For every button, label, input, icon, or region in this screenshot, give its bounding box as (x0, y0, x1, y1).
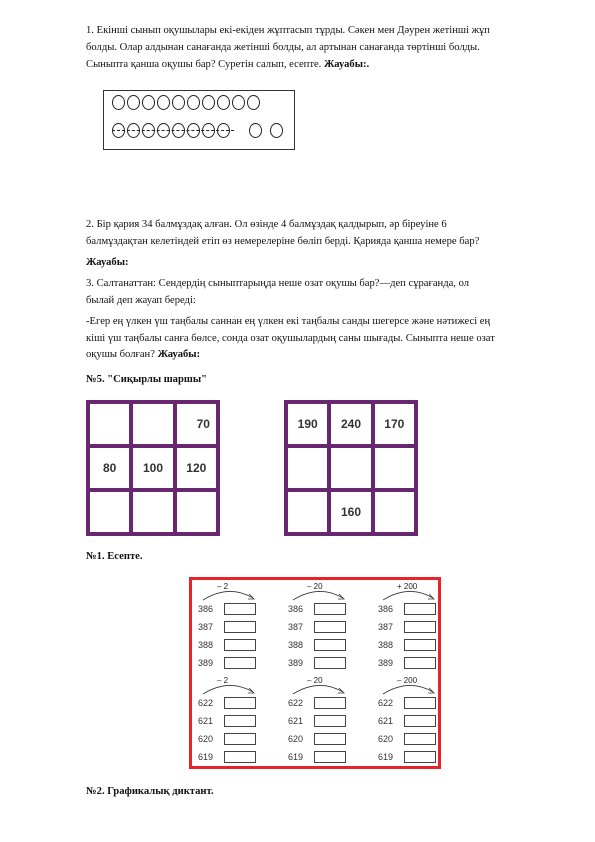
answer-box[interactable] (224, 603, 256, 615)
magic-square-2-cell: 190 (288, 404, 327, 444)
circle (202, 95, 215, 110)
exercise-column-bottom-1 (195, 676, 271, 766)
exercise-row (288, 657, 346, 669)
magic-square-1-cell[interactable] (90, 404, 129, 444)
magic-square-1-cell: 80 (90, 448, 129, 488)
start-number: 388 (378, 640, 394, 650)
curved-arrow-icon (199, 680, 259, 696)
operation-label: – 20 (307, 676, 323, 685)
exercise-row (198, 697, 256, 709)
exercise-row (198, 603, 256, 615)
exercise-row (378, 715, 436, 727)
exercise-row (378, 697, 436, 709)
task3-answer-label: Жауабы: (157, 349, 201, 360)
answer-box[interactable] (314, 603, 346, 615)
calculation-exercise (189, 577, 441, 769)
start-number: 386 (378, 604, 394, 614)
task3-line5 (86, 347, 552, 363)
exercise-column-top-2 (285, 582, 361, 672)
start-number: 621 (198, 716, 214, 726)
answer-box[interactable] (404, 639, 436, 651)
task2-line1: 2. Бір қария 34 балмұздақ алған. Ол өзінде 4 балмұздақ қалдырып, әр біреуіне 6 (86, 219, 447, 230)
start-number: 388 (288, 640, 304, 650)
answer-box[interactable] (224, 697, 256, 709)
task1-answer-label: Жауабы:. (323, 59, 370, 70)
magic-square-2-cell: 160 (331, 492, 370, 532)
answer-box[interactable] (314, 715, 346, 727)
exercise-row (288, 639, 346, 651)
curved-arrow-icon (289, 680, 349, 696)
operation-label: – 20 (307, 582, 323, 591)
task2-line2: балмұздақтан келетіндей етіп өз немерелеріне бөліп берді. Қарияда қанша немере бар? (86, 236, 480, 247)
operation-label: – 2 (217, 676, 229, 685)
curved-arrow-icon (379, 586, 439, 602)
circle (217, 95, 230, 110)
magic-square-1 (86, 400, 220, 536)
exercise-row (378, 657, 436, 669)
task3-question-end: оқушы болған? (86, 349, 155, 360)
exercise-row (378, 733, 436, 745)
answer-box[interactable] (224, 657, 256, 669)
exercise-row (288, 715, 346, 727)
circles-row-extra (249, 123, 285, 138)
curved-arrow-icon (379, 680, 439, 696)
circle (187, 95, 200, 110)
exercise-row (198, 733, 256, 745)
operation-label: – 200 (397, 676, 418, 685)
answer-box[interactable] (404, 603, 436, 615)
start-number: 621 (288, 716, 304, 726)
circle (249, 123, 262, 138)
circle (172, 95, 185, 110)
dashed-line (112, 130, 234, 131)
task3-line3: -Егер ең үлкен үш таңбалы саннан ең үлкен екі таңбалы санды шегерсе және нәтижесі ең (86, 316, 491, 327)
magic-square-2-cell[interactable] (288, 492, 327, 532)
exercise-column-top-1 (195, 582, 271, 672)
exercise-row (288, 621, 346, 633)
magic-square-1-cell[interactable] (133, 404, 172, 444)
start-number: 386 (198, 604, 214, 614)
answer-box[interactable] (224, 733, 256, 745)
start-number: 619 (198, 752, 214, 762)
circles-row-top (112, 95, 262, 110)
magic-square-1-cell[interactable] (90, 492, 129, 532)
circle (157, 95, 170, 110)
exercise-row (198, 639, 256, 651)
exercise-row (198, 715, 256, 727)
curved-arrow-icon (289, 586, 349, 602)
start-number: 388 (198, 640, 214, 650)
magic-square-1-cell: 100 (133, 448, 172, 488)
answer-box[interactable] (404, 621, 436, 633)
magic-square-1-cell[interactable] (177, 492, 216, 532)
answer-box[interactable] (314, 621, 346, 633)
answer-box[interactable] (404, 751, 436, 763)
exercise-column-bottom-2 (285, 676, 361, 766)
exercise-row (288, 751, 346, 763)
task-n2-heading: №2. Графикалық диктант. (86, 786, 214, 797)
magic-square-1-cell: 70 (177, 404, 216, 444)
magic-square-2-cell[interactable] (288, 448, 327, 488)
exercise-row (378, 639, 436, 651)
task3-line4: кіші үш таңбалы санға бөлсе, сонда озат оқушылардың саны шығады. Сыныпта неше озат (86, 333, 495, 344)
circle (270, 123, 283, 138)
task3-line1: 3. Салтанаттан: Сендердің сыныптарыңда неше озат оқушы бар?—деп сұрағанда, ол (86, 278, 470, 289)
start-number: 619 (288, 752, 304, 762)
answer-box[interactable] (314, 657, 346, 669)
magic-square-2 (284, 400, 418, 536)
magic-square-2-cell[interactable] (375, 492, 414, 532)
exercise-row (378, 603, 436, 615)
answer-box[interactable] (314, 733, 346, 745)
exercise-row (288, 733, 346, 745)
task2-answer-label: Жауабы: (86, 257, 129, 268)
task1-line2: болды. Олар алдынан санағанда жетінші болды, ал артынан санағанда төртінші болды. (86, 42, 480, 53)
curved-arrow-icon (199, 586, 259, 602)
answer-box[interactable] (404, 715, 436, 727)
magic-square-2-cell[interactable] (375, 448, 414, 488)
task1-question: Сыныпта қанша оқушы бар? Суретін салып, есепте. (86, 59, 322, 70)
answer-box[interactable] (404, 733, 436, 745)
start-number: 389 (378, 658, 394, 668)
circle (112, 95, 125, 110)
answer-box[interactable] (314, 639, 346, 651)
start-number: 622 (198, 698, 214, 708)
start-number: 622 (378, 698, 394, 708)
answer-box[interactable] (404, 657, 436, 669)
start-number: 620 (378, 734, 394, 744)
answer-box[interactable] (314, 697, 346, 709)
magic-square-2-cell: 170 (375, 404, 414, 444)
task-n1-heading: №1. Есепте. (86, 551, 143, 562)
answer-box[interactable] (224, 639, 256, 651)
operation-label: + 200 (397, 582, 418, 591)
start-number: 389 (198, 658, 214, 668)
start-number: 386 (288, 604, 304, 614)
answer-box[interactable] (224, 621, 256, 633)
start-number: 619 (378, 752, 394, 762)
circle (127, 95, 140, 110)
answer-box[interactable] (404, 697, 436, 709)
circle (142, 95, 155, 110)
operation-label: – 2 (217, 582, 229, 591)
answer-box[interactable] (314, 751, 346, 763)
answer-box[interactable] (224, 715, 256, 727)
task5-heading: №5. "Сиқырлы шаршы" (86, 374, 207, 385)
start-number: 621 (378, 716, 394, 726)
exercise-row (198, 751, 256, 763)
exercise-column-top-3 (375, 582, 451, 672)
exercise-row (378, 751, 436, 763)
start-number: 622 (288, 698, 304, 708)
start-number: 389 (288, 658, 304, 668)
exercise-row (288, 603, 346, 615)
magic-square-1-cell[interactable] (133, 492, 172, 532)
exercise-row (198, 657, 256, 669)
circles-figure (103, 90, 295, 150)
circle (247, 95, 260, 110)
start-number: 620 (288, 734, 304, 744)
magic-square-2-cell: 240 (331, 404, 370, 444)
task1-line1: 1. Екінші сынып оқушылары екі-екіден жұптасып тұрды. Сәкен мен Дәурен жетінші жұп (86, 25, 490, 36)
start-number: 387 (288, 622, 304, 632)
exercise-row (378, 621, 436, 633)
start-number: 387 (198, 622, 214, 632)
exercise-row (288, 697, 346, 709)
task3-line2: былай деп жауап береді: (86, 295, 196, 306)
exercise-row (198, 621, 256, 633)
magic-square-2-cell[interactable] (331, 448, 370, 488)
start-number: 387 (378, 622, 394, 632)
start-number: 620 (198, 734, 214, 744)
exercise-column-bottom-3 (375, 676, 451, 766)
answer-box[interactable] (224, 751, 256, 763)
circle (232, 95, 245, 110)
magic-square-1-cell: 120 (177, 448, 216, 488)
task1-line3 (86, 57, 552, 73)
